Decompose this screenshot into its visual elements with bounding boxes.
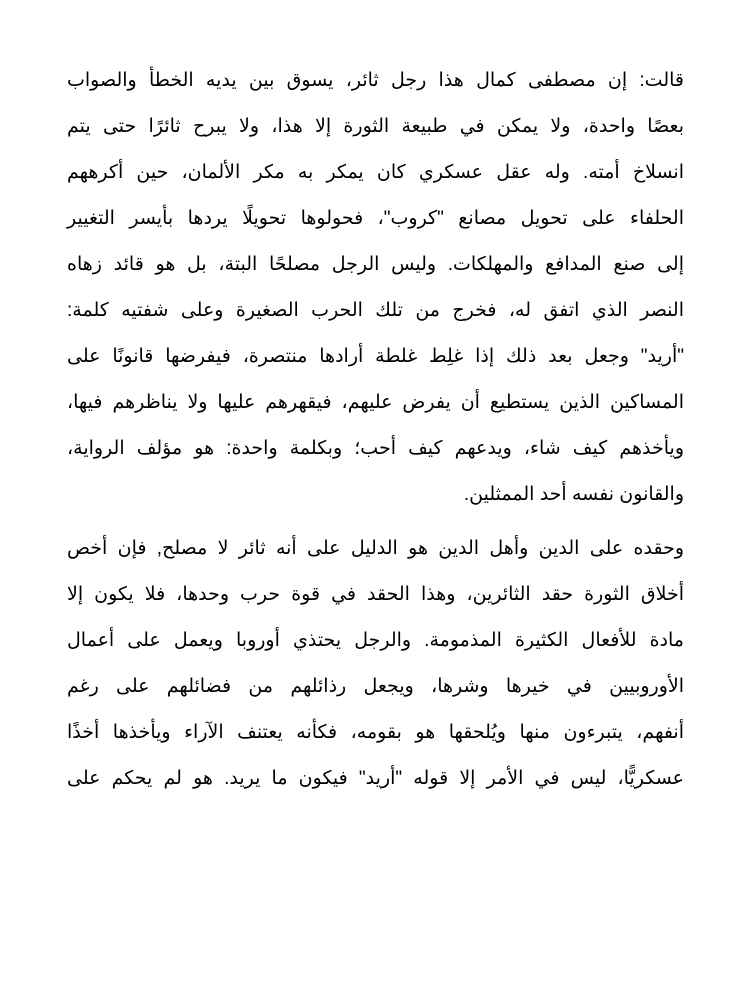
text-line: أخلاق الثورة حقد الثائرين، وهذا الحقد في قوة حرب وحدها، فلا يكون إلا — [67, 584, 684, 605]
text-line: "أريد" وجعل بعد ذلك إذا غلِط غلطة أرادها منتصرة، فيفرضها قانونًا على — [67, 346, 684, 367]
paragraph-1 — [67, 58, 684, 518]
text-line: بعصًا واحدة، ولا يمكن في طبيعة الثورة إلا هذا، ولا يبرح ثائرًا حتى يتم — [67, 116, 684, 137]
text-line: المساكين الذين يستطيع أن يفرض عليهم، فيقهرهم عليها ولا يناظرهم فيها، — [67, 392, 684, 413]
text-line: أنفهم، يتبرءون منها ويُلحقها هو بقومه، فكأنه يعتنف الآراء ويأخذها أخذًا — [67, 722, 684, 743]
text-line: والقانون نفسه أحد الممثلين. — [463, 484, 684, 505]
text-line: مادة للأفعال الكثيرة المذمومة. والرجل يحتذي أوروبا ويعمل على أعمال — [67, 630, 684, 651]
text-line: إلى صنع المدافع والمهلكات. وليس الرجل مصلحًا البتة، بل هو قائد زهاه — [67, 254, 684, 275]
text-line: الأوروبيين في خيرها وشرها، ويجعل رذائلهم من فضائلهم على رغم — [67, 676, 684, 697]
text-line: ويأخذهم كيف شاء، ويدعهم كيف أحب؛ وبكلمة واحدة: هو مؤلف الرواية، — [67, 438, 684, 459]
text-line: وحقده على الدين وأهل الدين هو الدليل على أنه ثائر لا مصلح, فإن أخص — [67, 538, 684, 559]
text-line: قالت: إن مصطفى كمال هذا رجل ثائر، يسوق بين يديه الخطأ والصواب — [67, 70, 684, 91]
text-line: انسلاخ أمته. وله عقل عسكري كان يمكر به مكر الألمان، حين أكرههم — [67, 162, 684, 183]
text-line: النصر الذي اتفق له، فخرج من تلك الحرب الصغيرة وعلى شفتيه كلمة: — [67, 300, 684, 321]
text-line: عسكريًّا، ليس في الأمر إلا قوله "أريد" فيكون ما يريد. هو لم يحكم على — [67, 768, 684, 789]
document-page — [67, 58, 684, 802]
paragraph-2 — [67, 526, 684, 802]
text-line: الحلفاء على تحويل مصانع "كروب"، فحولوها تحويلًا يردها بأيسر التغيير — [67, 208, 684, 229]
